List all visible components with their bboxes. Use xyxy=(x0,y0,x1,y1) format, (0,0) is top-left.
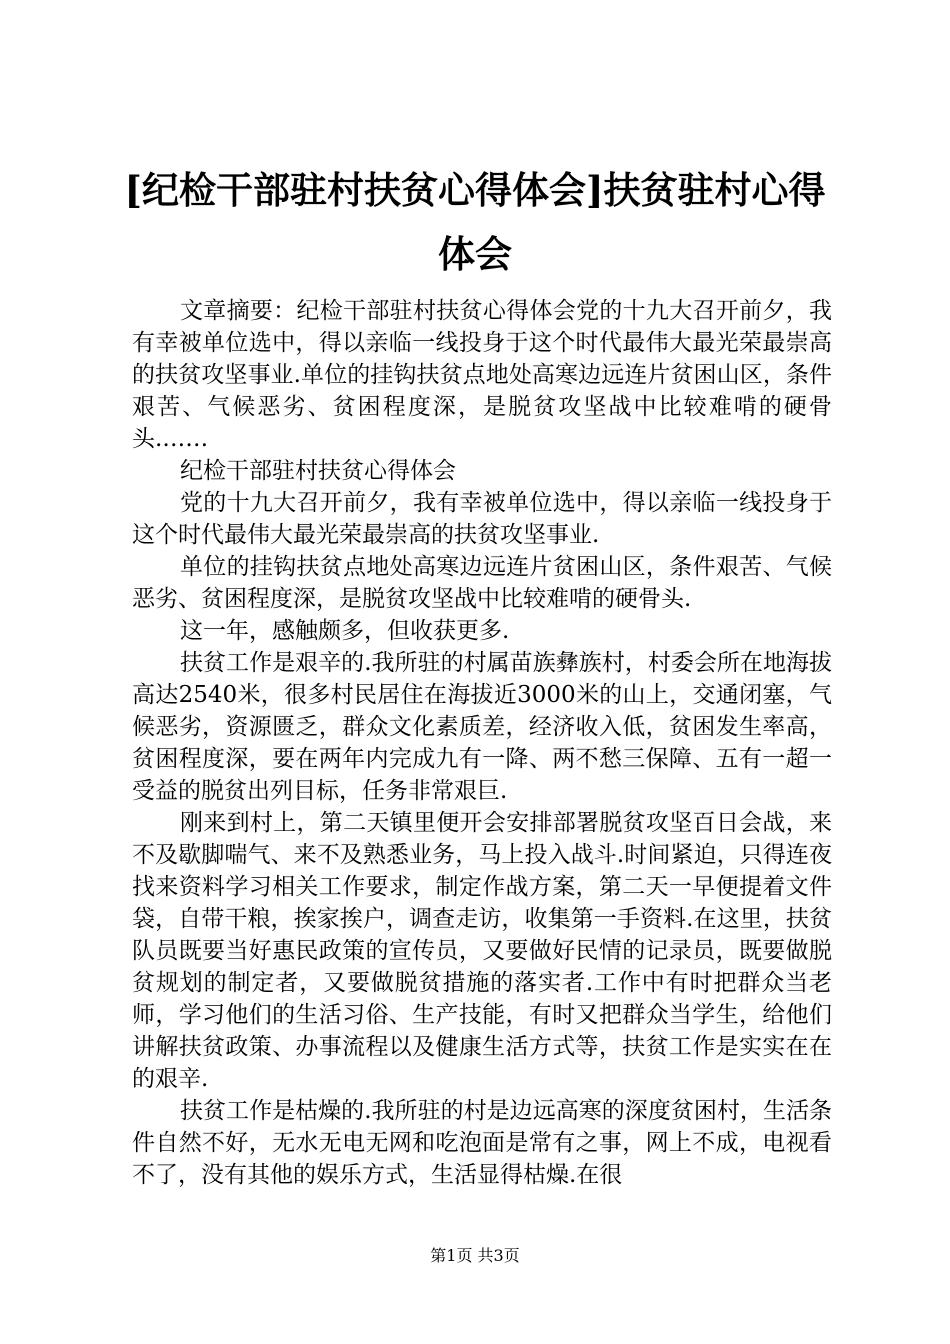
abstract-paragraph: 文章摘要：纪检干部驻村扶贫心得体会党的十九大召开前夕，我有幸被单位选中，得以亲临一线投身于这个时代最伟大最光荣最崇高的扶贫攻坚事业.单位的挂钩扶贫点地处高寒边远连片贫困山区，条件艰苦、气候恶劣、贫困程度深，是脱贫攻坚战中比较难啃的硬骨头.…… xyxy=(132,298,832,452)
body-paragraph: 单位的挂钩扶贫点地处高寒边远连片贫困山区，条件艰苦、气候恶劣、贫困程度深，是脱贫攻坚战中比较难啃的硬骨头. xyxy=(132,554,832,612)
section-heading: 纪检干部驻村扶贫心得体会 xyxy=(180,458,456,484)
body-paragraph: 刚来到村上，第二天镇里便开会安排部署脱贫攻坚百日会战，来不及歇脚喘气、来不及熟悉业务，马上投入战斗.时间紧迫，只得连夜找来资料学习相关工作要求，制定作战方案，第二天一早便提着文件袋，自带干粮，挨家挨户，调查走访，收集第一手资料.在这里，扶贫队员既要当好惠民政策的宣传员，又要做好民情的记录员，既要做脱贫规划的制定者，又要做脱贫措施的落实者.工作中有时把群众当老师，学习他们的生活习俗、生产技能，有时又把群众当学生，给他们讲解扶贫政策、办事流程以及健康生活方式等，扶贫工作是实实在在的艰辛. xyxy=(132,810,832,1092)
body-paragraph: 这一年，感触颇多，但收获更多. xyxy=(180,618,510,644)
document-body xyxy=(132,295,832,1191)
page-indicator: 第1页 共3页 xyxy=(430,1246,520,1265)
body-paragraph: 扶贫工作是艰辛的.我所驻的村属苗族彝族村，村委会所在地海拔高达2540米，很多村民居住在海拔近3000米的山上，交通闭塞，气候恶劣，资源匮乏，群众文化素质差，经济收入低，贫困发生率高，贫困程度深，要在两年内完成九有一降、两不愁三保障、五有一超一受益的脱贫出列目标，任务非常艰巨. xyxy=(132,650,832,804)
body-paragraph: 扶贫工作是枯燥的.我所驻的村是边远高寒的深度贫困村，生活条件自然不好，无水无电无网和吃泡面是常有之事，网上不成，电视看不了，没有其他的娱乐方式，生活显得枯燥.在很 xyxy=(132,1098,832,1188)
body-paragraph: 党的十九大召开前夕，我有幸被单位选中，得以亲临一线投身于这个时代最伟大最光荣最崇高的扶贫攻坚事业. xyxy=(132,490,832,548)
document-title: [纪检干部驻村扶贫心得体会]扶贫驻村心得体会 xyxy=(124,168,826,276)
